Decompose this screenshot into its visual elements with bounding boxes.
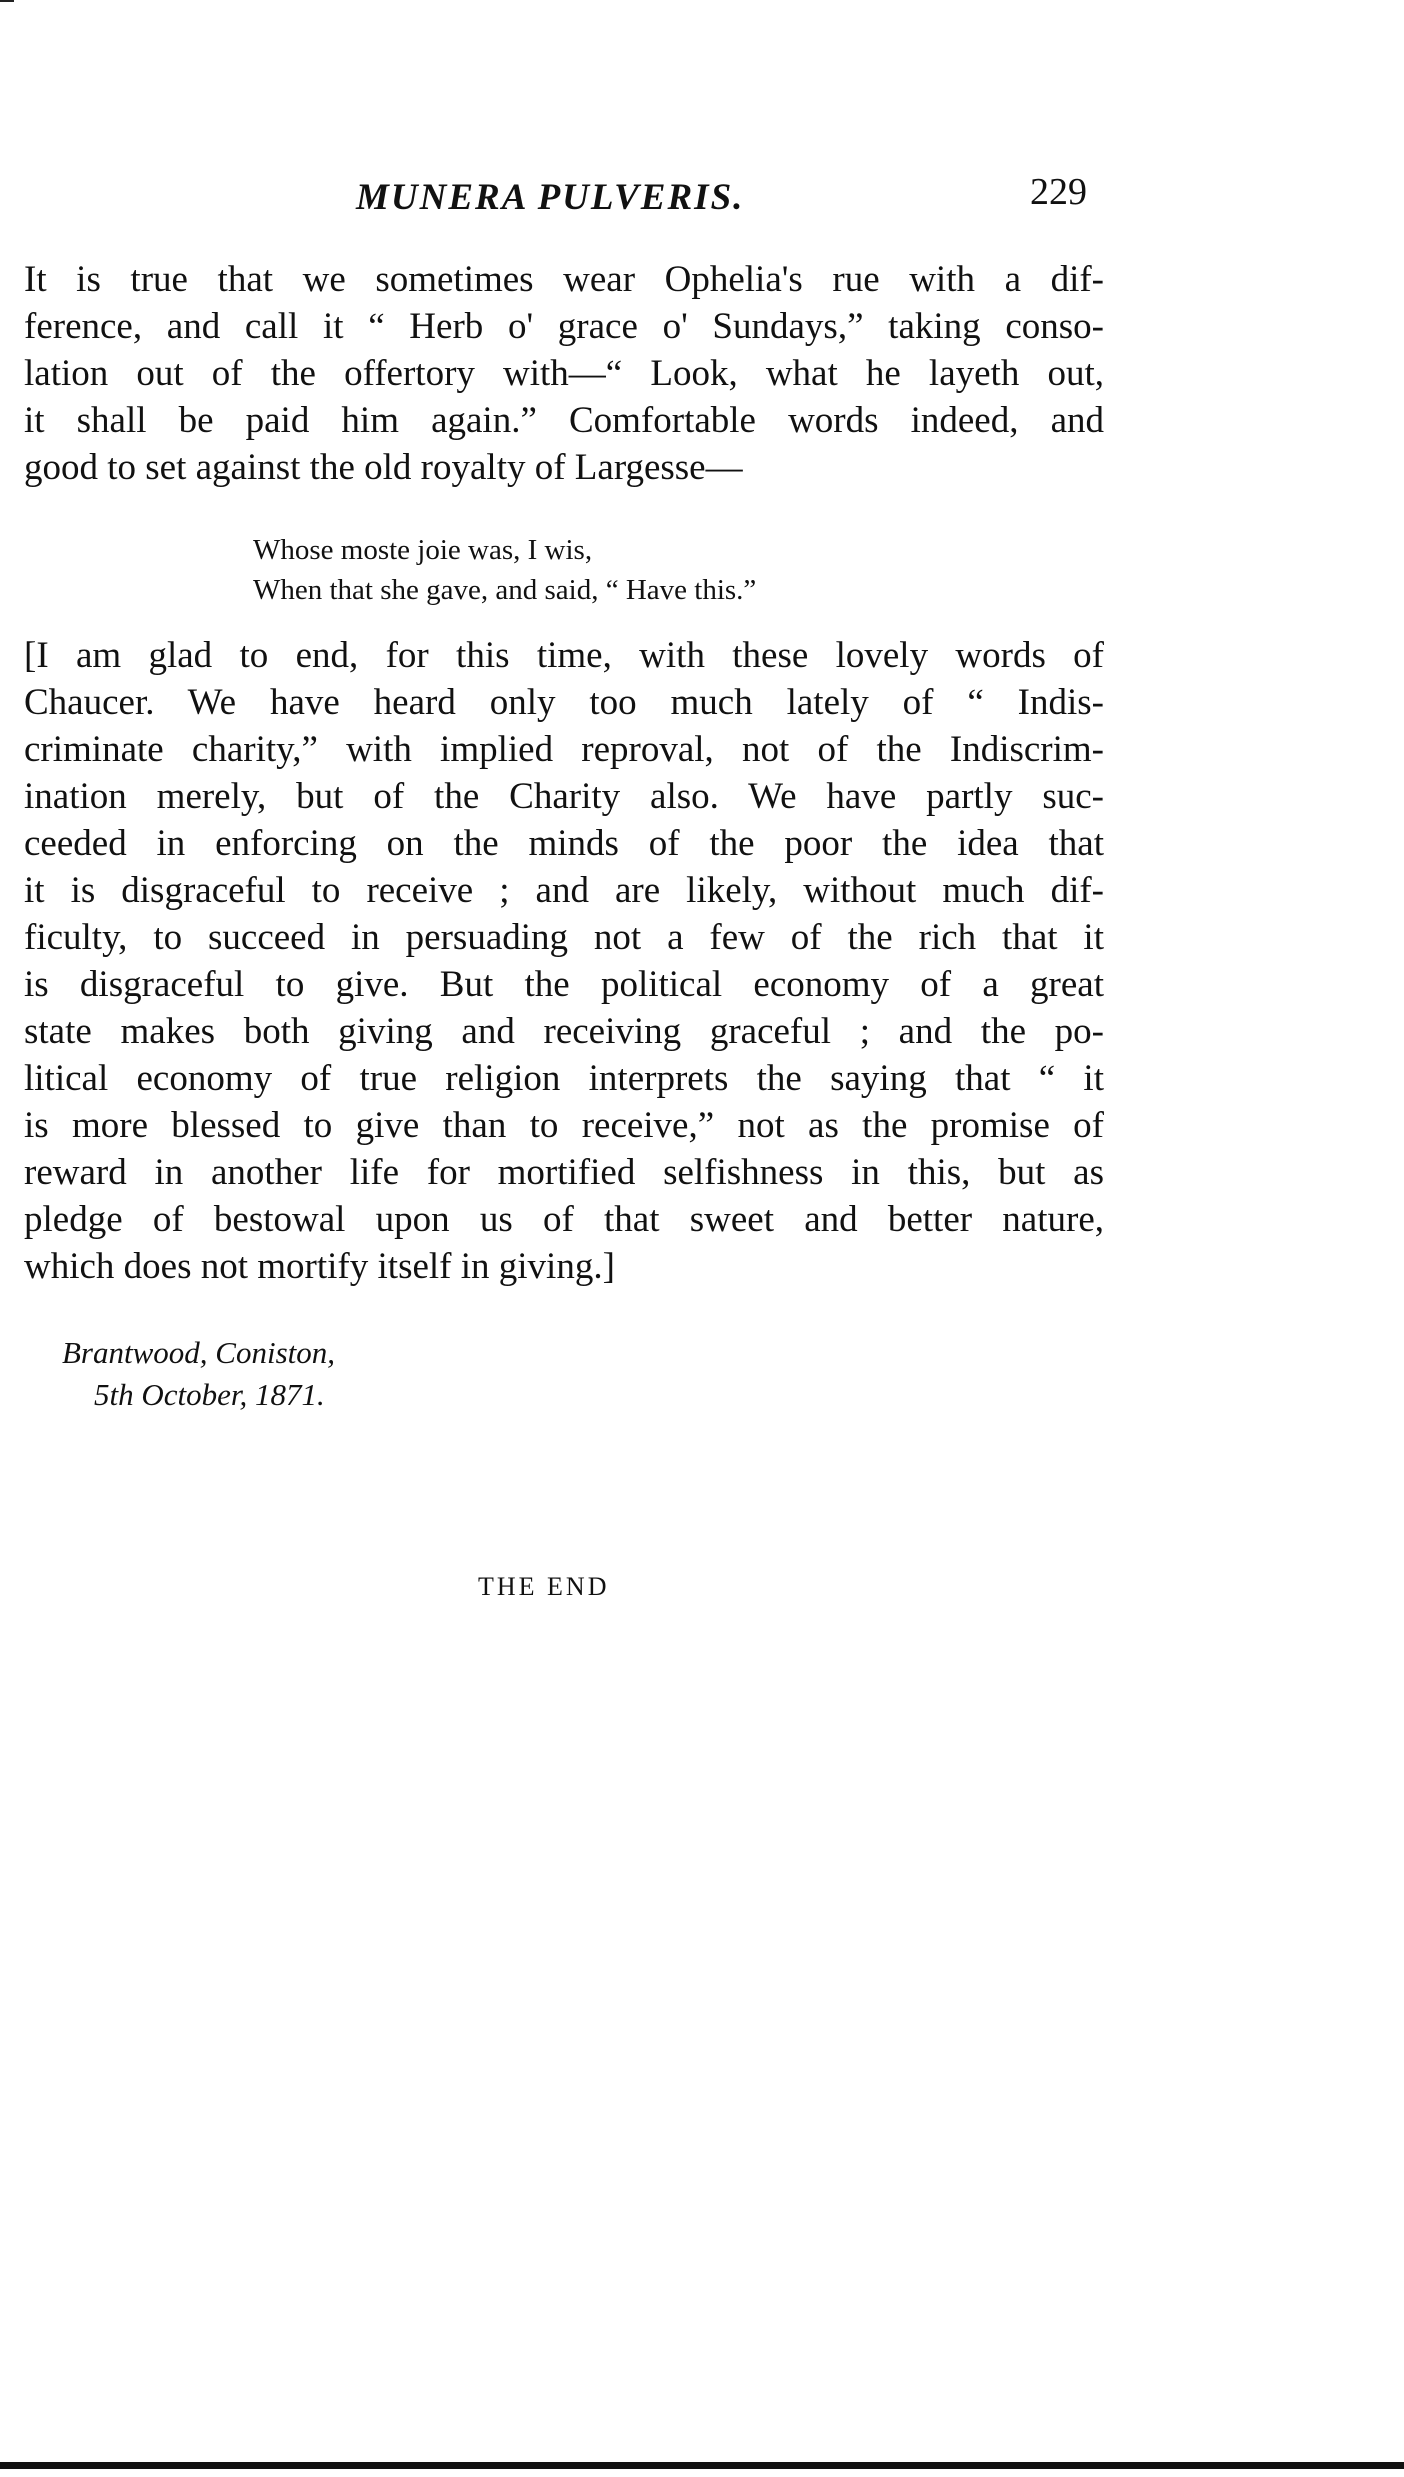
- paragraph-line: pledge of bestowal upon us of that sweet and better nature,: [24, 1199, 1104, 1240]
- paragraph-line: It is true that we sometimes wear Ophelia's rue with a dif-: [24, 259, 1104, 300]
- paragraph-line: ficulty, to succeed in persuading not a few of the rich that it: [24, 917, 1104, 958]
- chaucer-verse-quote: [253, 530, 756, 610]
- paragraph-line: criminate charity,” with implied reproval, not of the Indiscrim-: [24, 729, 1104, 770]
- paragraph-line: is disgraceful to give. But the political economy of a great: [24, 964, 1104, 1005]
- page-number: 229: [1030, 171, 1087, 213]
- signature-date: 5th October, 1871.: [94, 1377, 325, 1412]
- paragraph-line: litical economy of true religion interprets the saying that “ it: [24, 1058, 1104, 1099]
- paragraph-line: lation out of the offertory with—“ Look, what he layeth out,: [24, 353, 1104, 394]
- paragraph-charity: [24, 632, 1104, 1290]
- paragraph-line: reward in another life for mortified selfishness in this, but as: [24, 1152, 1104, 1193]
- the-end-label: THE END: [478, 1572, 610, 1601]
- running-head-title: MUNERA PULVERIS.: [356, 177, 745, 218]
- paragraph-line: good to set against the old royalty of Largesse—: [24, 447, 743, 488]
- signature-place: Brantwood, Coniston,: [62, 1335, 336, 1370]
- paragraph-ophelia: [24, 256, 1104, 491]
- paragraph-line: Chaucer. We have heard only too much lately of “ Indis-: [24, 682, 1104, 723]
- paragraph-line: state makes both giving and receiving graceful ; and the po-: [24, 1011, 1104, 1052]
- paragraph-line: ceeded in enforcing on the minds of the poor the idea that: [24, 823, 1104, 864]
- verse-line: When that she gave, and said, “ Have this.”: [253, 574, 757, 606]
- bottom-edge-rule: [0, 2462, 1404, 2469]
- paragraph-line: it is disgraceful to receive ; and are likely, without much dif-: [24, 870, 1104, 911]
- paragraph-line: which does not mortify itself in giving.]: [24, 1246, 615, 1287]
- paragraph-line: it shall be paid him again.” Comfortable words indeed, and: [24, 400, 1104, 441]
- top-edge-mark: [0, 0, 14, 2]
- signature-block: [62, 1332, 335, 1416]
- verse-line: Whose moste joie was, I wis,: [253, 534, 593, 566]
- paragraph-line: [I am glad to end, for this time, with these lovely words of: [24, 635, 1104, 676]
- paragraph-line: is more blessed to give than to receive,” not as the promise of: [24, 1105, 1104, 1146]
- paragraph-line: ference, and call it “ Herb o' grace o' Sundays,” taking conso-: [24, 306, 1104, 347]
- paragraph-line: ination merely, but of the Charity also. We have partly suc-: [24, 776, 1104, 817]
